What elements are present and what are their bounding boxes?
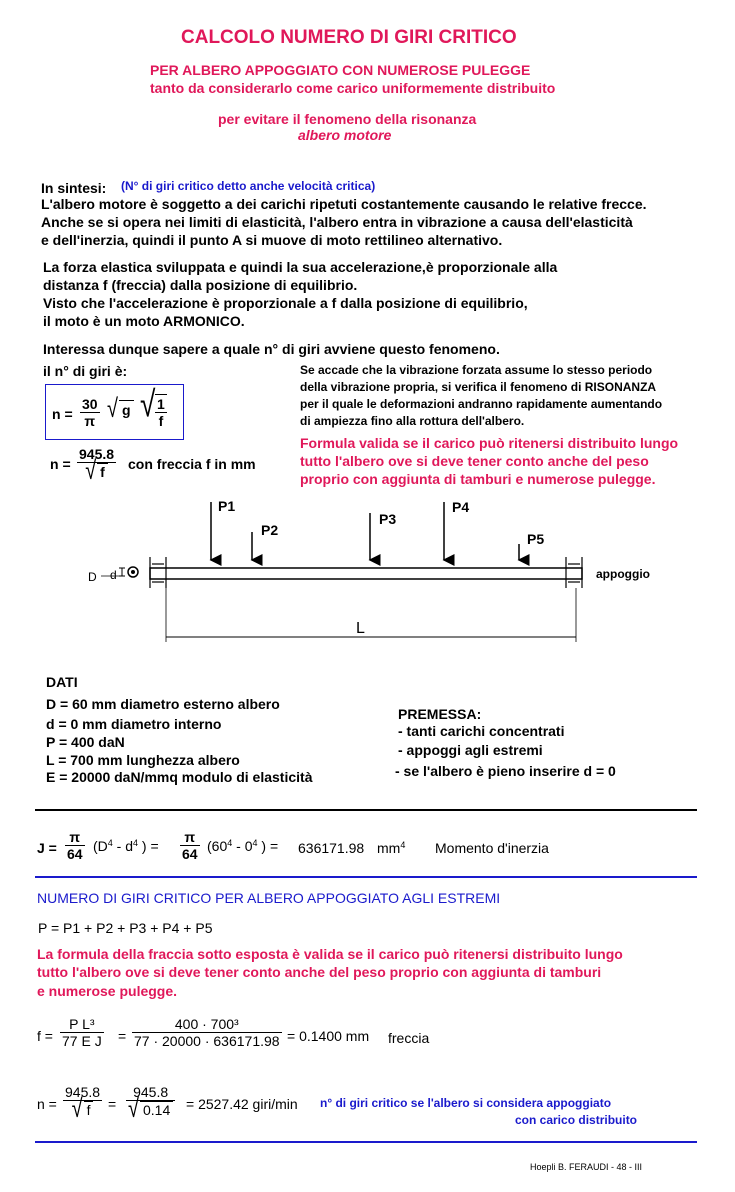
dati-title: DATI bbox=[46, 674, 78, 690]
dati-line: d = 0 mm diametro interno bbox=[46, 716, 222, 732]
freccia-den1: 77 E J bbox=[62, 1033, 102, 1049]
freccia-fraction-1 bbox=[60, 1016, 104, 1049]
formula2-num: 945.8 bbox=[79, 446, 115, 462]
premessa-line: - tanti carichi concentrati bbox=[398, 723, 565, 739]
formula1-g: g bbox=[119, 400, 134, 419]
inertia-J: J = bbox=[37, 840, 57, 856]
load-sum: P = P1 + P2 + P3 + P4 + P5 bbox=[38, 920, 213, 936]
dati-line: E = 20000 daN/mmq modulo di elasticità bbox=[46, 769, 313, 785]
footer-text: Hoepli B. FERAUDI - 48 - III bbox=[530, 1162, 643, 1172]
formula2-tail: con freccia f in mm bbox=[128, 456, 256, 472]
topic-text: albero motore bbox=[298, 127, 392, 143]
formula1-f: f bbox=[158, 413, 164, 429]
giri-fraction-1: 945.8 √ f bbox=[65, 1084, 101, 1124]
intro-p2-line: distanza f (freccia) dalla posizione di equilibrio. bbox=[43, 277, 358, 293]
resonance-line: di ampiezza fino alla rottura dell'albero. bbox=[300, 414, 525, 428]
pi-symbol: π bbox=[184, 829, 196, 845]
section-divider bbox=[35, 809, 697, 811]
inertia-label: Momento d'inerzia bbox=[435, 840, 549, 856]
freccia-num2: 400 · 700³ bbox=[174, 1016, 239, 1032]
intro-p2-line: La forza elastica sviluppata e quindi la sua accelerazione,è proporzionale alla bbox=[43, 259, 558, 275]
validity1-line: tutto l'albero ove si deve tener conto anche del peso bbox=[300, 453, 649, 469]
intro-note: (N° di giri critico detto anche velocità critica) bbox=[121, 179, 376, 193]
giri-note-1: n° di giri critico se l'albero si considera appoggiato bbox=[320, 1096, 612, 1110]
intro-p3: Interessa dunque sapere a quale n° di giri avviene questo fenomeno. bbox=[43, 341, 500, 357]
length-L-label: L bbox=[356, 620, 365, 637]
giri-num2: 945.8 bbox=[133, 1084, 169, 1100]
inertia-fraction-1 bbox=[65, 829, 85, 862]
load-label-p1: P1 bbox=[218, 498, 236, 514]
giri-num: 945.8 bbox=[65, 1084, 101, 1100]
formula2-n: n = bbox=[50, 456, 71, 472]
formula1-n: n = bbox=[52, 406, 73, 422]
formula1-inner-fraction bbox=[155, 394, 167, 429]
inertia-fraction-2 bbox=[180, 829, 200, 862]
giri-den2: 0.14 bbox=[140, 1101, 173, 1118]
intro-p2-line: il moto è un moto ARMONICO. bbox=[43, 313, 245, 329]
validity1-line: proprio con aggiunta di tamburi e numerose pulegge. bbox=[300, 471, 656, 487]
giri-eq: = bbox=[108, 1096, 117, 1112]
premessa-line: - appoggi agli estremi bbox=[398, 742, 543, 758]
freccia-result: = 0.1400 mm bbox=[287, 1028, 370, 1044]
load-label-p2: P2 bbox=[261, 522, 279, 538]
giri-n: n = bbox=[37, 1096, 57, 1112]
premessa-title: PREMESSA: bbox=[398, 706, 482, 722]
sqrt-g: √ g bbox=[107, 400, 134, 419]
section-heading: NUMERO DI GIRI CRITICO PER ALBERO APPOGGIATO AGLI ESTREMI bbox=[37, 890, 501, 906]
intro-p2-line: Visto che l'accelerazione è proporzionale a f dalla posizione di equilibrio, bbox=[43, 295, 528, 311]
resonance-line: della vibrazione propria, si verifica il fenomeno di RISONANZA bbox=[300, 380, 657, 394]
load-label-p5: P5 bbox=[527, 531, 545, 547]
load-label-p4: P4 bbox=[452, 499, 470, 515]
support-label: appoggio bbox=[596, 567, 650, 581]
formula1-num: 30 bbox=[82, 396, 98, 412]
validity2-line: tutto l'albero ove si deve tener conto anche del peso proprio con aggiunta di tamburi bbox=[37, 964, 602, 980]
premessa-line: - se l'albero è pieno inserire d = 0 bbox=[395, 763, 616, 779]
diameter-D-label: D bbox=[88, 570, 97, 584]
inertia-value: 636171.98 bbox=[298, 840, 365, 856]
freccia-f: f = bbox=[37, 1028, 53, 1044]
freccia-eq: = bbox=[118, 1028, 127, 1044]
intro-p1-line: L'albero motore è soggetto a dei carichi ripetuti costantemente causando le relative frecce. bbox=[41, 196, 647, 212]
formula1-den: π bbox=[84, 413, 96, 429]
resonance-line: Se accade che la vibrazione forzata assume lo stesso periodo bbox=[300, 363, 653, 377]
intro-p1-line: e dell'inerzia, quindi il punto A si muove di moto rettilineo alternativo. bbox=[41, 232, 503, 248]
freccia-label: freccia bbox=[388, 1030, 430, 1046]
dati-line: D = 60 mm diametro esterno albero bbox=[46, 696, 280, 712]
diameter-d-label: d bbox=[110, 568, 117, 582]
n-label: il n° di giri è: bbox=[43, 363, 128, 379]
validity2-line: La formula della fraccia sotto esposta è valida se il carico può ritenersi distribuito lungo bbox=[37, 946, 623, 962]
freccia-num1: P L³ bbox=[69, 1016, 95, 1032]
dati-line: P = 400 daN bbox=[46, 734, 125, 750]
dati-line: L = 700 mm lunghezza albero bbox=[46, 752, 240, 768]
sqrt-fraction: √ bbox=[140, 384, 156, 425]
freccia-den2: 77 · 20000 · 636171.98 bbox=[134, 1033, 280, 1049]
giri-note-2: con carico distribuito bbox=[515, 1113, 638, 1127]
formula1-fraction bbox=[80, 396, 100, 429]
section-divider-blue bbox=[35, 876, 697, 878]
pi-symbol: π bbox=[69, 829, 81, 845]
resonance-line: per il quale le deformazioni andranno rapidamente aumentando bbox=[300, 397, 663, 411]
intro-p1-line: Anche se si opera nei limiti di elasticità, l'albero entra in vibrazione a causa dell'elasticità bbox=[41, 214, 633, 230]
giri-fraction-2: 945.8 √ 0.14 bbox=[126, 1084, 175, 1118]
bottom-divider bbox=[35, 1141, 697, 1143]
freccia-fraction-2 bbox=[132, 1016, 282, 1049]
formula1-one: 1 bbox=[157, 396, 165, 412]
load-label-p3: P3 bbox=[379, 511, 397, 527]
formula2-f: f bbox=[97, 463, 108, 480]
purpose-text: per evitare il fenomeno della risonanza bbox=[218, 111, 477, 127]
subtitle-1: PER ALBERO APPOGGIATO CON NUMEROSE PULEGGE bbox=[150, 62, 531, 78]
validity2-line: e numerose pulegge. bbox=[37, 983, 178, 999]
formula2-fraction: 945.8 √ f bbox=[79, 446, 115, 486]
giri-result: = 2527.42 giri/min bbox=[186, 1096, 298, 1112]
inertia-den: 64 bbox=[182, 846, 198, 862]
inertia-den: 64 bbox=[67, 846, 83, 862]
subtitle-2: tanto da considerarlo come carico uniformemente distribuito bbox=[150, 80, 556, 96]
inertia-unit: $mm^4$ bbox=[377, 840, 406, 856]
inertia-expr2: ($60^4 - 0^4$ ) = bbox=[207, 838, 279, 854]
validity1-line: Formula valida se il carico può ritenersi distribuito lungo bbox=[300, 435, 679, 451]
giri-f: f bbox=[84, 1101, 94, 1118]
inertia-expr1: ($D^4 - d^4$ ) = bbox=[93, 838, 159, 854]
beam bbox=[150, 568, 582, 579]
intro-label: In sintesi: bbox=[41, 180, 107, 196]
page-title: CALCOLO NUMERO DI GIRI CRITICO bbox=[181, 27, 517, 48]
